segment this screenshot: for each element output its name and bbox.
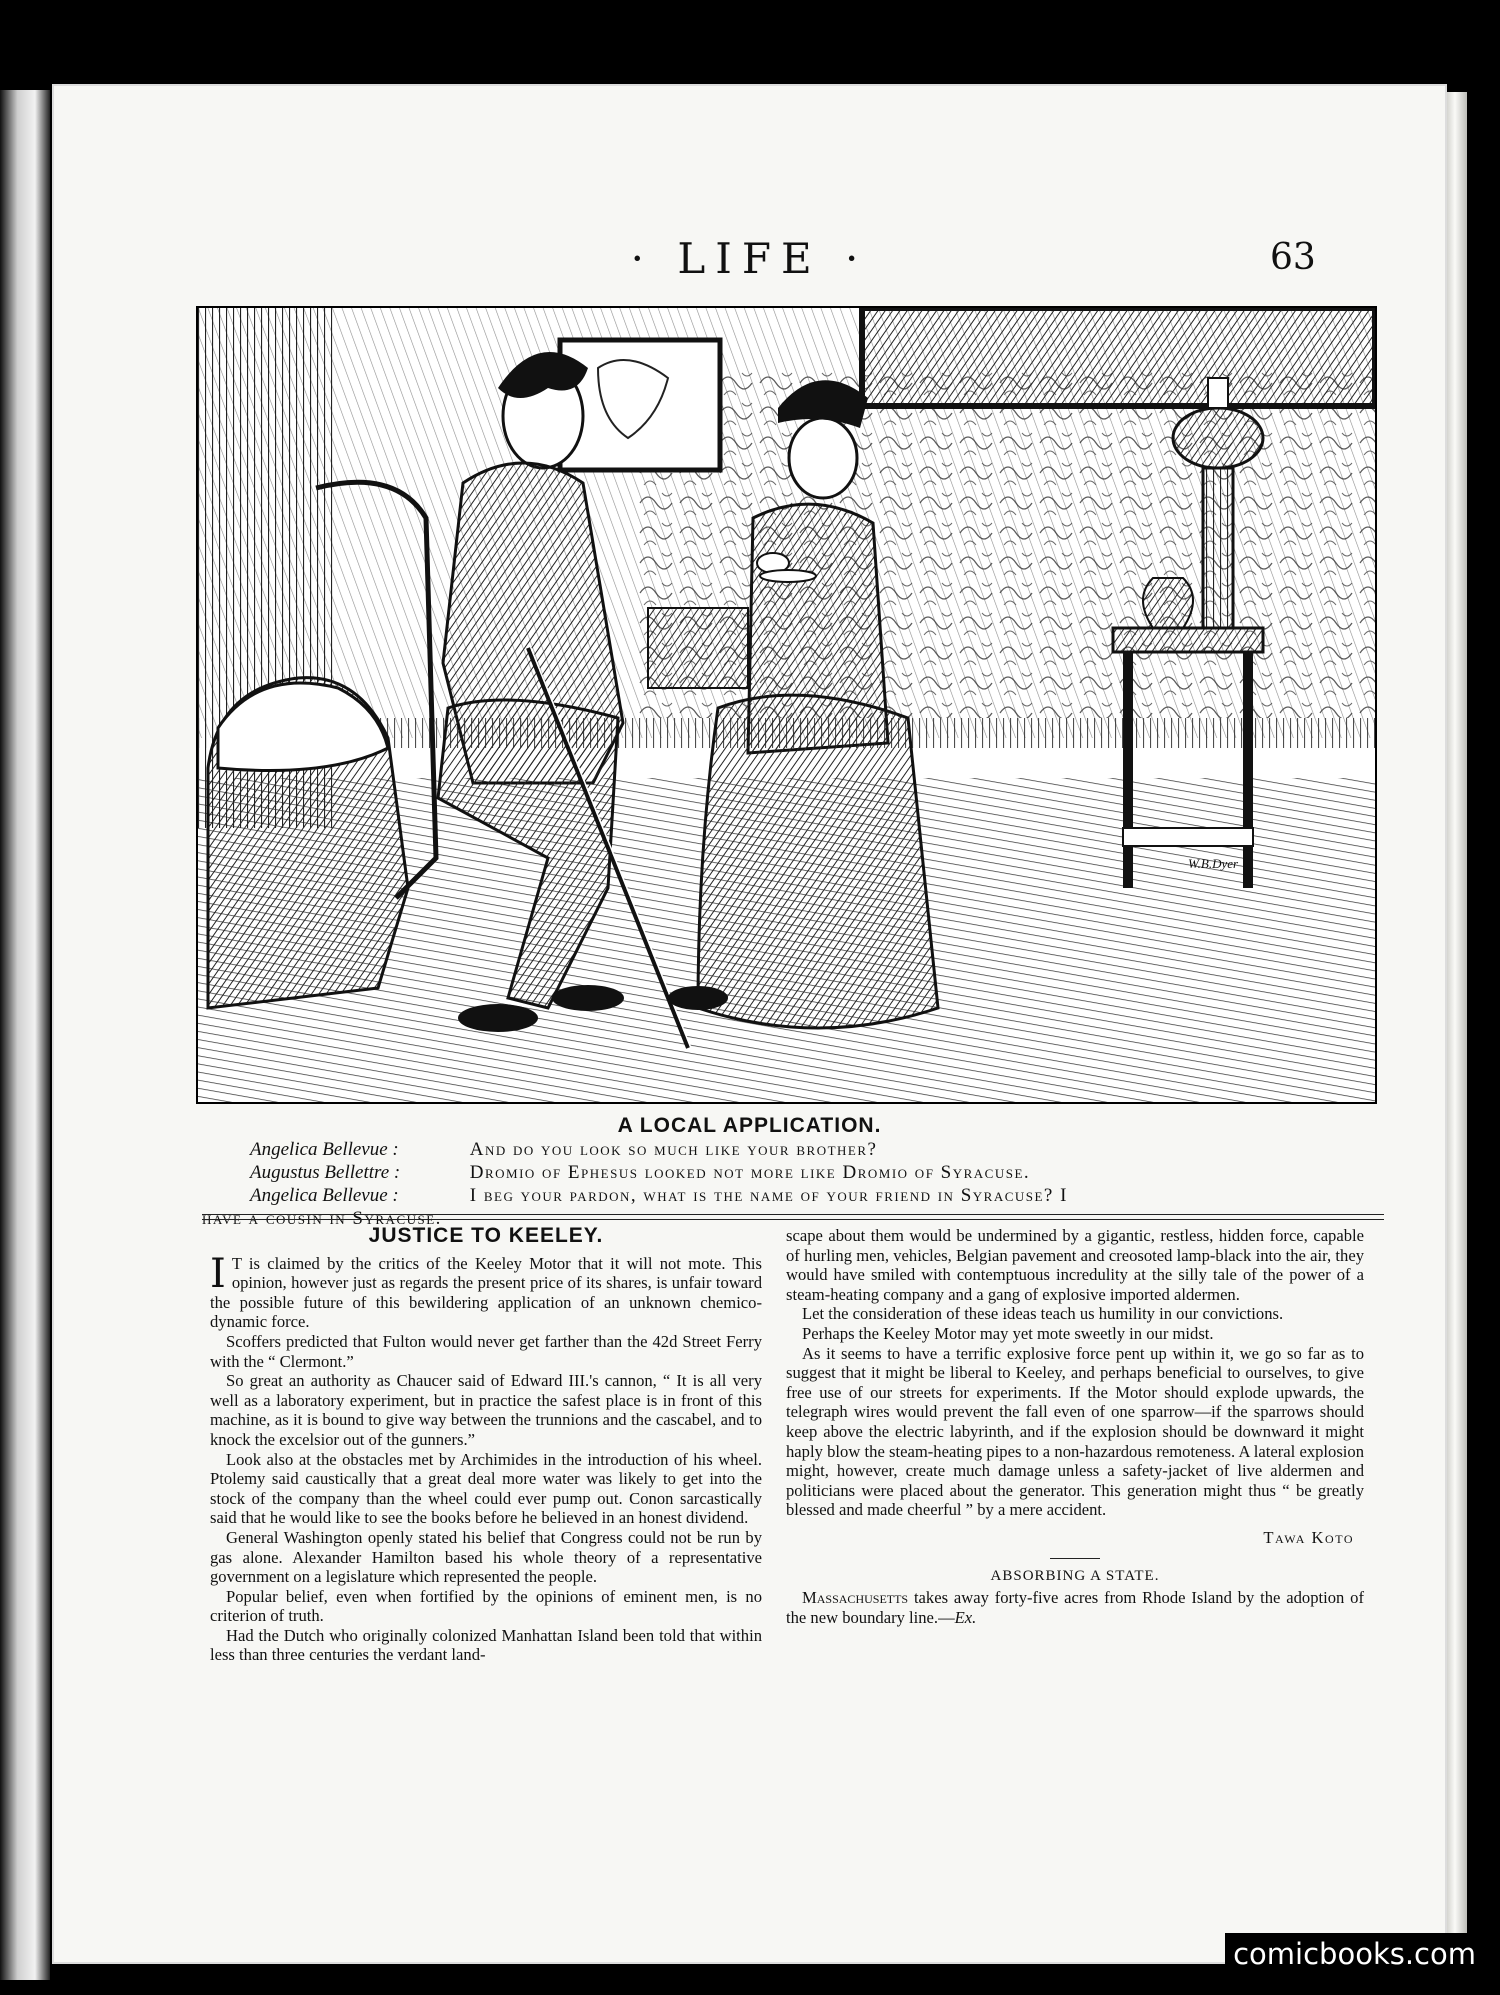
article-paragraph: Look also at the obstacles met by Archimides in the introduction of his wheel. Ptolemy said caustically that a great deal more water was likely to get into the stock of the company than the wheel could ever pump out. Conon sarcastically said that he would like to see the books before he believed in an honest dividend. — [210, 1449, 762, 1528]
caption-title: A LOCAL APPLICATION. — [617, 1114, 882, 1137]
dialogue-line — [202, 1138, 1382, 1161]
speaker-name: Angelica Bellevue : — [250, 1185, 399, 1206]
article-paragraph: I T is claimed by the critics of the Keeley Motor that it will not mote. This opinion, however just as regards the present price of its shares, is unfair toward the possible future of this bewildering application of an unknown chemico-dynamic force. — [210, 1250, 762, 1332]
page-number: 63 — [1270, 237, 1316, 278]
site-watermark: comicbooks.com — [1225, 1933, 1484, 1975]
article-paragraph: Perhaps the Keeley Motor may yet mote sweetly in our midst. — [802, 1323, 1214, 1343]
caption-dialogue — [202, 1138, 1382, 1230]
filler-paragraph — [786, 1588, 1364, 1627]
section-rule — [202, 1214, 1384, 1215]
masthead-title: · LIFE · — [630, 234, 869, 283]
filler-body: takes away forty-five acres from Rhode Island by the adoption of the new boundary line.— — [786, 1588, 1364, 1627]
article-column-right — [786, 1226, 1364, 1627]
page-right-edge — [1447, 92, 1467, 1952]
section-rule — [202, 1219, 1384, 1220]
article-paragraph: Popular belief, even when fortified by the opinions of eminent men, is no criterion of truth. — [210, 1586, 762, 1626]
dialogue-text: Dromio of Ephesus looked not more like Dromio of Syracuse. — [469, 1162, 1031, 1183]
magazine-page — [52, 84, 1447, 1964]
left-page-edge — [0, 90, 50, 1980]
article-headline: JUSTICE TO KEELEY. — [368, 1224, 604, 1247]
dialogue-text: I beg your pardon, what is the name of your friend in Syracuse? I — [469, 1185, 1068, 1206]
dialogue-continuation: have a cousin in Syracuse. — [202, 1208, 442, 1229]
article-signature: Tawa Koto — [1263, 1527, 1354, 1547]
engraving-illustration — [198, 308, 1375, 1102]
speaker-name: Augustus Bellettre : — [250, 1162, 401, 1183]
article-paragraph: scape about them would be undermined by a gigantic, restless, hidden force, capable of hurling men, vehicles, Belgian pavement and creosoted lamp-black into the air, they would have smiled with contemptuous incredulity at the silly tale of the power of a steam-heating company and a gang of explosive imported aldermen. — [786, 1226, 1364, 1304]
speaker-name: Angelica Bellevue : — [250, 1139, 399, 1160]
article-paragraph: General Washington openly stated his belief that Congress could not be run by gas alone. Alexander Hamilton based his whole theory of a representative government on a legislature which represented the people. — [210, 1527, 762, 1587]
article-column-left — [210, 1226, 762, 1665]
filler-lead: Massachusetts — [802, 1588, 909, 1608]
drop-cap: I — [210, 1250, 226, 1297]
dialogue-text: And do you look so much like your brother? — [469, 1139, 878, 1160]
article-paragraph: As it seems to have a terrific explosive force pent up within it, we go so far as to suggest that it might be liberal to Keeley, and perhaps beneficial to ourselves, to give free use of our streets for experiments. If the Motor should explode upwards, the telegraph wires would prevent the fall even of one sparrow—if the sparrows should keep above the electric labyrinth, and if the explosion should be downward it might haply blow the steam-heating pipes to a non-hazardous remoteness. A lateral explosion might, however, create much damage unless a safety-jacket of live aldermen and politicians were placed about the generator. This generation might thus “ be greatly blessed and made cheerful ” by a mere accident. — [786, 1343, 1364, 1520]
article-paragraph: Let the consideration of these ideas teach us humility in our convictions. — [802, 1304, 1284, 1324]
filler-source: Ex. — [954, 1607, 977, 1627]
filler-headline: ABSORBING A STATE. — [990, 1567, 1160, 1584]
dialogue-line — [202, 1161, 1382, 1184]
dialogue-line — [202, 1184, 1382, 1207]
article-paragraph: Scoffers predicted that Fulton would never get farther than the 42d Street Ferry with the “ Clermont.” — [210, 1331, 762, 1371]
artist-signature: W.B.Dyer — [1188, 856, 1239, 871]
article-paragraph: So great an authority as Chaucer said of Edward III.'s cannon, “ It is all very well as a laboratory experiment, but in practice the safest place is in front of this machine, as it is bound to give way between the trunnions and the cascabel, and to knock the excelsior out of the gunners.” — [210, 1371, 762, 1449]
illustration — [196, 306, 1377, 1104]
article-paragraph: Had the Dutch who originally colonized Manhattan Island been told that within less than three centuries the verdant land- — [210, 1625, 762, 1665]
short-divider — [1050, 1558, 1100, 1559]
